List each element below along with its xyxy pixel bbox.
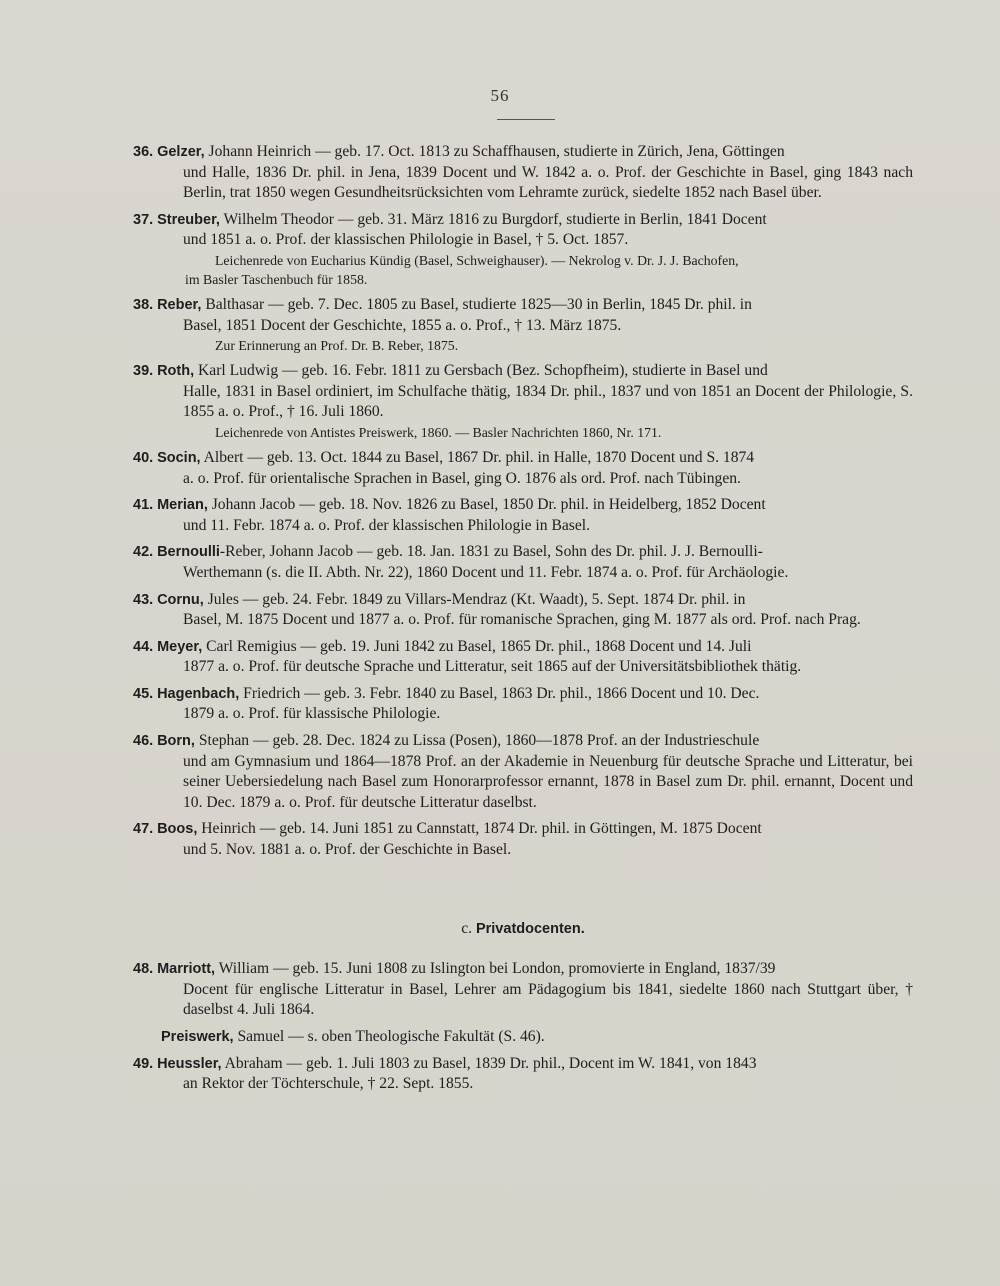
entry-first-line xyxy=(133,543,763,560)
entry-note: Leichenrede von Antistes Preiswerk, 1860. — Basler Nachrichten 1860, Nr. 171. xyxy=(215,424,662,440)
entry-name: Boos, xyxy=(157,821,198,838)
entry-name: Merian, xyxy=(157,497,208,514)
entry-number: 48. xyxy=(133,961,154,978)
entry-continuation: an Rektor der Töchterschule, † 22. Sept. 1855. xyxy=(183,1075,474,1093)
entry xyxy=(133,684,913,725)
entry-name: Cornu, xyxy=(157,591,204,608)
entry-first-line xyxy=(133,496,766,513)
entry-text: Samuel — s. oben Theologische Fakultät (S. 46). xyxy=(233,1028,545,1045)
entry xyxy=(133,542,913,583)
entry-note: im Basler Taschenbuch für 1858. xyxy=(185,271,368,287)
entry-continuation: Basel, 1851 Docent der Geschichte, 1855 a. o. Prof., † 13. März 1875. xyxy=(183,316,622,334)
entry-text: Friedrich — geb. 3. Febr. 1840 zu Basel, 1863 Dr. phil., 1866 Docent und 10. Dec. xyxy=(239,684,760,702)
entry-continuation: Docent für englische Litteratur in Basel, Lehrer am Pädagogium bis 1841, siedelte 1860 nach Stuttgart über, † daselbst 4. Juli 1864. xyxy=(183,980,913,1019)
entry-name: Meyer, xyxy=(157,638,203,655)
entry-number: 43. xyxy=(133,591,154,608)
entry-number: 44. xyxy=(133,638,154,655)
section-heading xyxy=(133,919,913,940)
entry-continuation: und 11. Febr. 1874 a. o. Prof. der klassischen Philologie in Basel. xyxy=(183,516,590,534)
entry xyxy=(133,361,913,442)
entry-continuation: Werthemann (s. die II. Abth. Nr. 22), 1860 Docent und 11. Febr. 1874 a. o. Prof. für Archäologie. xyxy=(183,563,789,581)
entry xyxy=(133,731,913,813)
entry-number: 45. xyxy=(133,685,154,702)
entry-first-line xyxy=(133,1028,545,1045)
entry-text: William — geb. 15. Juni 1808 zu Islington bei London, promovierte in England, 1837/39 xyxy=(215,960,776,978)
entry-text: -Reber, Johann Jacob — geb. 18. Jan. 1831 zu Basel, Sohn des Dr. phil. J. J. Bernoulli- xyxy=(219,543,763,561)
entry-name: Bernoulli xyxy=(157,544,220,561)
entry-first-line xyxy=(133,732,759,749)
entry-continuation: und Halle, 1836 Dr. phil. in Jena, 1839 Docent und W. 1842 a. o. Prof. der Geschichte in Basel, ging 1843 nach Berlin, trat 1850 wegen Gesundheitsrücksichten vom Lehramte zurück, siedelte 1852 nach Basel über. xyxy=(183,163,913,202)
entry-first-line xyxy=(133,362,768,379)
entry-continuation: 1879 a. o. Prof. für klassische Philologie. xyxy=(183,705,441,723)
entry-number: 49. xyxy=(133,1055,154,1072)
entry xyxy=(133,495,913,536)
entry-continuation: und 1851 a. o. Prof. der klassischen Philologie in Basel, † 5. Oct. 1857. xyxy=(183,231,629,249)
entry-first-line xyxy=(133,820,762,837)
page-body xyxy=(133,142,913,1101)
entry xyxy=(133,590,913,631)
entry-note: Zur Erinnerung an Prof. Dr. B. Reber, 1875. xyxy=(215,338,459,354)
entry-name: Streuber, xyxy=(157,211,220,228)
entry-name: Hagenbach, xyxy=(157,685,240,702)
entry-number: 38. xyxy=(133,296,154,313)
header-rule xyxy=(497,119,555,120)
entry-first-line xyxy=(133,143,785,160)
entry-continuation: Basel, M. 1875 Docent und 1877 a. o. Prof. für romanische Sprachen, ging M. 1877 als ord. Prof. nach Prag. xyxy=(183,611,861,629)
entry-name: Gelzer, xyxy=(157,144,205,160)
entry-continuation: und am Gymnasium und 1864—1878 Prof. an der Akademie in Neuenburg für deutsche Sprache und Litteratur, bei seiner Uebersiedelung nach Basel zum Honorarprofessor ernannt, 1878 in Basel zum Dr. phil. ernannt, Docent und 10. Dec. 1879 a. o. Prof. für deutsche Litteratur daselbst. xyxy=(183,752,913,811)
entry-first-line xyxy=(133,449,754,466)
entry-name: Born, xyxy=(157,733,195,750)
entry xyxy=(133,1054,913,1095)
entry-continuation: Halle, 1831 in Basel ordiniert, im Schulfache thätig, 1834 Dr. phil., 1837 und von 1851 an Docent der Philologie, S. 1855 a. o. Prof., † 16. Juli 1860. xyxy=(183,382,913,421)
entry-continuation: 1877 a. o. Prof. für deutsche Sprache und Litteratur, seit 1865 auf der Universitätsbibliothek thätig. xyxy=(183,658,802,676)
entry-first-line xyxy=(133,296,752,313)
entry xyxy=(133,819,913,860)
entry-number: 42. xyxy=(133,544,154,561)
entry xyxy=(133,637,913,678)
entry xyxy=(133,448,913,489)
entry-note: Leichenrede von Eucharius Kündig (Basel, Schweighauser). — Nekrolog v. Dr. J. J. Bachofen, xyxy=(215,252,739,268)
entry-text: Stephan — geb. 28. Dec. 1824 zu Lissa (Posen), 1860—1878 Prof. an der Industrieschule xyxy=(194,732,760,750)
entry-name: Preiswerk, xyxy=(161,1029,234,1045)
entry-text: Carl Remigius — geb. 19. Juni 1842 zu Basel, 1865 Dr. phil., 1868 Docent und 14. Juli xyxy=(202,637,752,655)
entry-number: 37. xyxy=(133,211,154,228)
entry-first-line xyxy=(133,638,751,655)
entry-continuation: und 5. Nov. 1881 a. o. Prof. der Geschichte in Basel. xyxy=(183,841,512,859)
entry-text: Balthasar — geb. 7. Dec. 1805 zu Basel, studierte 1825—30 in Berlin, 1845 Dr. phil. in xyxy=(201,295,752,313)
entry-first-line xyxy=(133,1055,757,1072)
entry-name: Heussler, xyxy=(157,1055,222,1072)
entry-number: 40. xyxy=(133,449,154,466)
entry xyxy=(133,959,913,1021)
entry-text: Karl Ludwig — geb. 16. Febr. 1811 zu Gersbach (Bez. Schopfheim), studierte in Basel und xyxy=(194,362,768,380)
entry-number: 46. xyxy=(133,733,154,750)
entry-text: Johann Heinrich — geb. 17. Oct. 1813 zu Schaffhausen, studierte in Zürich, Jena, Göttingen xyxy=(204,143,785,160)
entry-name: Socin, xyxy=(157,449,201,466)
entry-text: Wilhelm Theodor — geb. 31. März 1816 zu Burgdorf, studierte in Berlin, 1841 Docent xyxy=(219,210,767,228)
entry-number: 47. xyxy=(133,821,154,838)
entry-first-line xyxy=(133,960,775,977)
entry-text: Johann Jacob — geb. 18. Nov. 1826 zu Basel, 1850 Dr. phil. in Heidelberg, 1852 Docent xyxy=(207,496,766,514)
entry-name: Marriott, xyxy=(157,961,216,978)
entry-first-line xyxy=(133,211,767,228)
entry-name: Reber, xyxy=(157,296,202,313)
entry-first-line xyxy=(133,685,759,702)
entries-list xyxy=(133,142,913,861)
page-number: 56 xyxy=(490,86,510,105)
entry-text: Abraham — geb. 1. Juli 1803 zu Basel, 1839 Dr. phil., Docent im W. 1841, von 1843 xyxy=(221,1054,757,1072)
entry xyxy=(133,295,913,355)
entry xyxy=(133,142,913,204)
entry-name: Roth, xyxy=(157,363,195,380)
entry-number: 41. xyxy=(133,497,154,514)
section-title: Privatdocenten. xyxy=(475,920,585,937)
entry-text: Jules — geb. 24. Febr. 1849 zu Villars-Mendraz (Kt. Waadt), 5. Sept. 1874 Dr. phil. in xyxy=(203,590,746,608)
entry-number: 39. xyxy=(133,363,154,380)
section-prefix: c. xyxy=(461,919,473,937)
entries-list-privatdocenten xyxy=(133,959,913,1095)
entry-first-line xyxy=(133,591,745,608)
entry-continuation: a. o. Prof. für orientalische Sprachen in Basel, ging O. 1876 als ord. Prof. nach Tübingen. xyxy=(183,469,741,487)
entry-number: 36. xyxy=(133,144,154,160)
entry-text: Albert — geb. 13. Oct. 1844 zu Basel, 1867 Dr. phil. in Halle, 1870 Docent und S. 1874 xyxy=(200,448,755,466)
entry xyxy=(133,1027,913,1048)
entry xyxy=(133,210,913,289)
entry-text: Heinrich — geb. 14. Juni 1851 zu Cannstatt, 1874 Dr. phil. in Göttingen, M. 1875 Docent xyxy=(197,820,762,838)
